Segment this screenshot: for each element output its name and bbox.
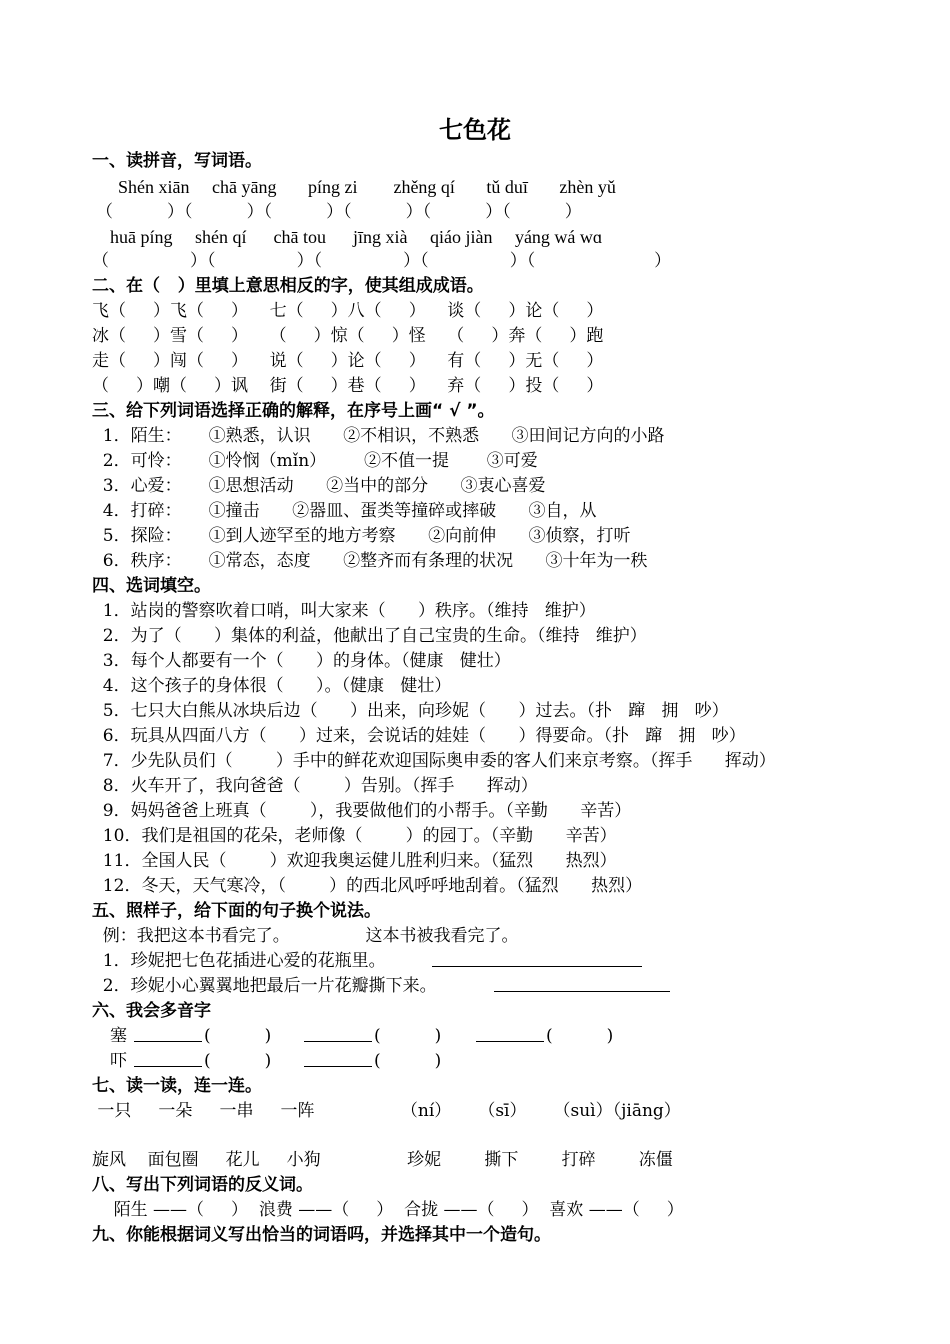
- answer-brackets-row-2: （ ）（ ）（ ）（ ）（ ）: [92, 251, 672, 271]
- fill-item-4: 4．这个孩子的身体很（ ）。（健康 健壮）: [92, 676, 452, 696]
- page-title: 七色花: [439, 116, 511, 144]
- fill-item-11: 11．全国人民（ ）欢迎我奥运健儿胜利归来。（猛烈 热烈）: [92, 851, 617, 871]
- section-7-heading: 七、读一读，连一连。: [92, 1076, 262, 1096]
- polyphone-blank-1c[interactable]: [476, 1025, 544, 1042]
- section-9-heading: 九、你能根据词义写出恰当的词语吗，并选择其中一个造句。: [92, 1225, 551, 1245]
- meaning-item-3: 3．心爱： ①思想活动 ②当中的部分 ③衷心喜爱: [92, 476, 546, 496]
- rewrite-answer-line-2[interactable]: [494, 975, 670, 992]
- polyphone-paren-1a: ( ): [204, 1026, 272, 1046]
- idiom-row-4: （ ）嘲（ ）讽 街（ ）巷（ ） 弃（ ）投（ ）: [92, 376, 604, 396]
- section-2-heading: 二、在（ ）里填上意思相反的字，使其组成成语。: [92, 276, 484, 296]
- match-bottom-row: 旋风 面包圈 花儿 小狗 珍妮 撕下 打碎 冻僵: [92, 1150, 673, 1170]
- polyphone-blank-1b[interactable]: [304, 1025, 372, 1042]
- polyphone-blank-1a[interactable]: [134, 1025, 202, 1042]
- section-4-heading: 四、选词填空。: [92, 576, 211, 596]
- polyphone-blank-2a[interactable]: [134, 1050, 202, 1067]
- pinyin-row-1: Shén xiān chā yāng píng zi zhěng qí tǔ duī zhèn yǔ: [118, 177, 616, 197]
- match-top-row: 一只 一朵 一串 一阵 （ní） （sī） （suì）（jiāng）: [92, 1101, 681, 1121]
- fill-item-3: 3．每个人都要有一个（ ）的身体。（健康 健壮）: [92, 651, 511, 671]
- polyphone-blank-2b[interactable]: [304, 1050, 372, 1067]
- fill-item-9: 9．妈妈爸爸上班真（ ），我要做他们的小帮手。（辛勤 辛苦）: [92, 801, 632, 821]
- antonym-row: 陌生 ——（ ） 浪费 ——（ ） 合拢 ——（ ） 喜欢 ——（ ）: [92, 1200, 684, 1220]
- rewrite-answer-line-1[interactable]: [432, 950, 642, 967]
- fill-item-2: 2．为了（ ）集体的利益，他献出了自己宝贵的生命。（维持 维护）: [92, 626, 647, 646]
- idiom-row-2: 冰（ ）雪（ ） （ ）惊（ ）怪 （ ）奔（ ）跑: [92, 326, 604, 346]
- meaning-item-5: 5．探险： ①到人迹罕至的地方考察 ②向前伸 ③侦察，打听: [92, 526, 631, 546]
- fill-item-8: 8．火车开了，我向爸爸（ ）告别。（挥手 挥动）: [92, 776, 538, 796]
- meaning-item-6: 6．秩序： ①常态，态度 ②整齐而有条理的状况 ③十年为一秩: [92, 551, 648, 571]
- section-3-heading: 三、给下列词语选择正确的解释，在序号上画“ √ ”。: [92, 401, 495, 421]
- section-8-heading: 八、写出下列词语的反义词。: [92, 1175, 313, 1195]
- fill-item-1: 1．站岗的警察吹着口哨，叫大家来（ ）秩序。（维持 维护）: [92, 601, 596, 621]
- idiom-row-1: 飞（ ）飞（ ） 七（ ）八（ ） 谈（ ）论（ ）: [92, 301, 604, 321]
- polyphone-paren-2b: ( ): [374, 1051, 442, 1071]
- answer-brackets-row-1: （ ）（ ）（ ）（ ）（ ）（ ）: [96, 202, 582, 222]
- polyphone-paren-1c: ( ): [546, 1026, 614, 1046]
- fill-item-5: 5．七只大白熊从冰块后边（ ）出来，向珍妮（ ）过去。（扑 蹿 拥 吵）: [92, 701, 729, 721]
- fill-item-10: 10．我们是祖国的花朵，老师像（ ）的园丁。（辛勤 辛苦）: [92, 826, 617, 846]
- polyphone-char-1: 塞: [110, 1026, 127, 1046]
- section-5-heading: 五、照样子，给下面的句子换个说法。: [92, 901, 381, 921]
- section-1-heading: 一、读拼音，写词语。: [92, 151, 262, 171]
- meaning-item-1: 1．陌生： ①熟悉，认识 ②不相识，不熟悉 ③田间记方向的小路: [92, 426, 665, 446]
- section-6-heading: 六、我会多音字: [92, 1001, 211, 1021]
- meaning-item-2: 2．可怜： ①怜悯（mǐn） ②不值一提 ③可爱: [92, 451, 538, 471]
- polyphone-paren-2a: ( ): [204, 1051, 272, 1071]
- fill-item-12: 12．冬天，天气寒冷，（ ）的西北风呼呼地刮着。（猛烈 热烈）: [92, 876, 643, 896]
- rewrite-example: 例：我把这本书看完了。 这本书被我看完了。: [92, 926, 519, 946]
- fill-item-7: 7．少先队员们（ ）手中的鲜花欢迎国际奥申委的客人们来京考察。（挥手 挥动）: [92, 751, 776, 771]
- fill-item-6: 6．玩具从四面八方（ ）过来，会说话的娃娃（ ）得要命。（扑 蹿 拥 吵）: [92, 726, 746, 746]
- idiom-row-3: 走（ ）闯（ ） 说（ ）论（ ） 有（ ）无（ ）: [92, 351, 604, 371]
- pinyin-row-2: huā píng shén qí chā tou jīng xià qiáo jiàn yáng wá wɑ: [110, 227, 603, 247]
- meaning-item-4: 4．打碎： ①撞击 ②器皿、蛋类等撞碎或摔破 ③自，从: [92, 501, 597, 521]
- rewrite-item-1: 1．珍妮把七色花插进心爱的花瓶里。: [92, 951, 386, 971]
- polyphone-paren-1b: ( ): [374, 1026, 442, 1046]
- rewrite-item-2: 2．珍妮小心翼翼地把最后一片花瓣撕下来。: [92, 976, 437, 996]
- polyphone-char-2: 吓: [110, 1051, 127, 1071]
